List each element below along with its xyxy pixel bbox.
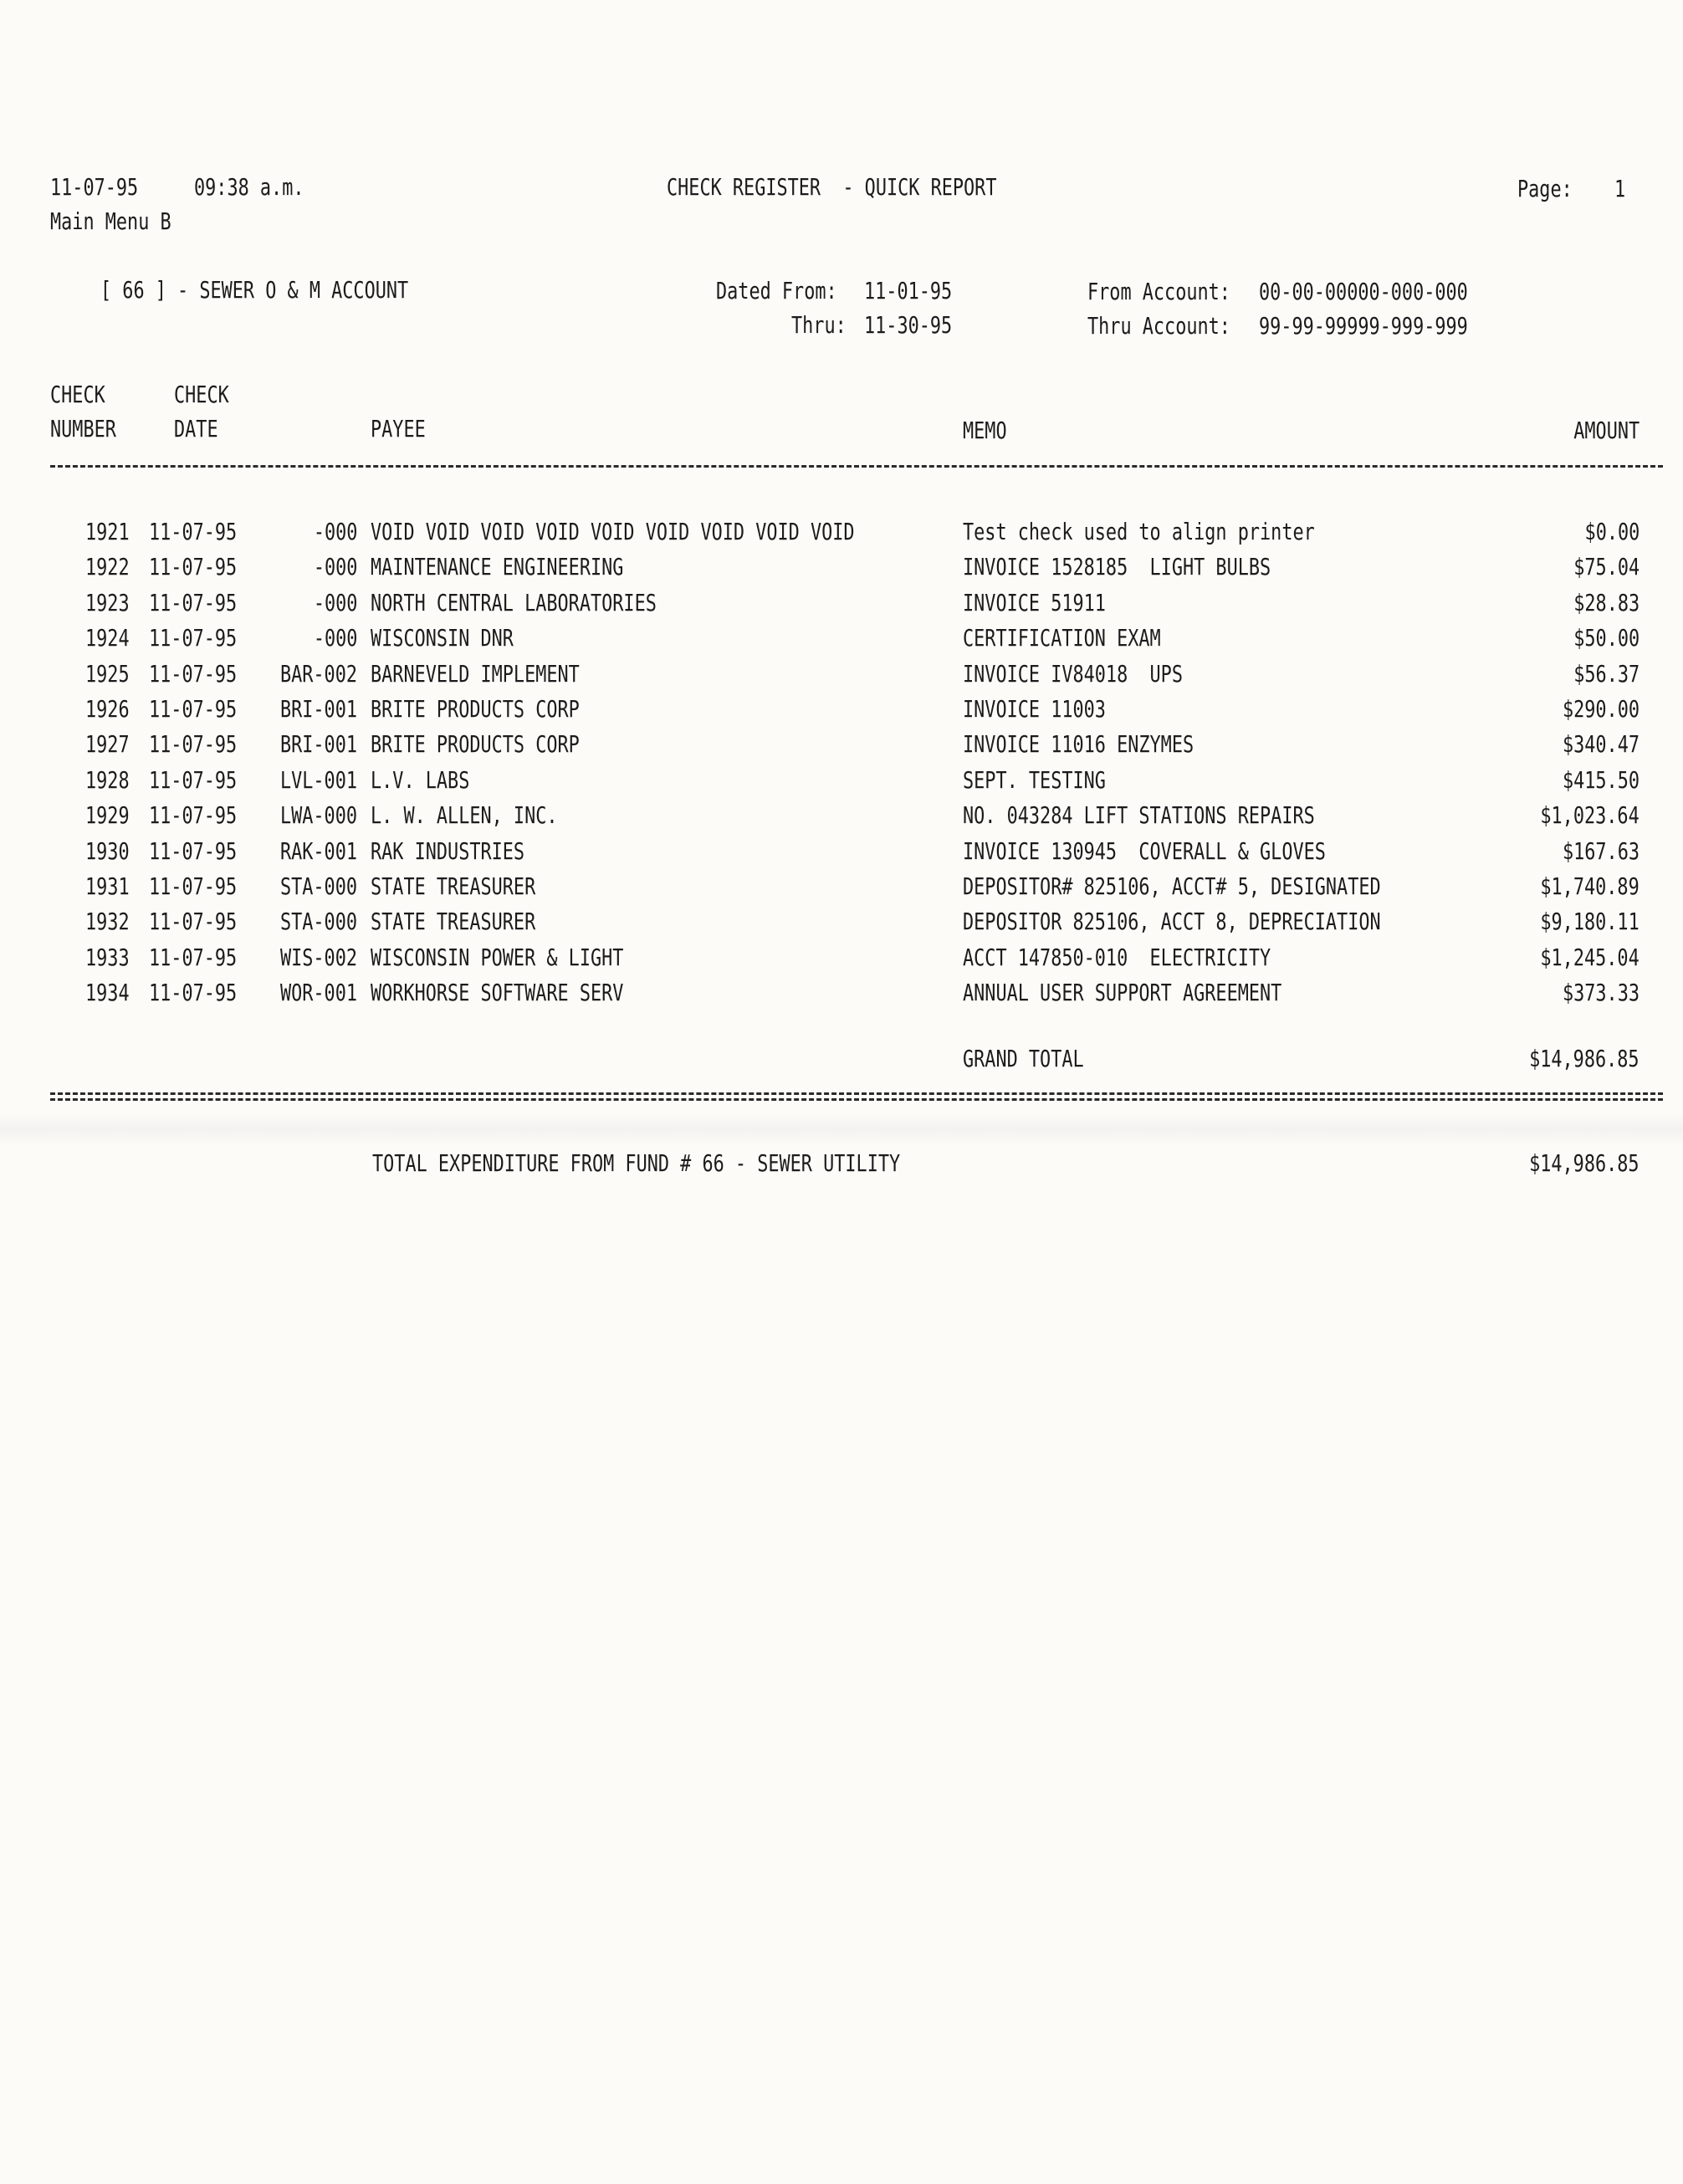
memo-text: INVOICE IV84018 UPS	[963, 659, 1183, 688]
table-row	[0, 908, 1683, 936]
memo-text: SEPT. TESTING	[963, 765, 1106, 794]
vendor-code: STA-000	[279, 872, 357, 900]
dated-from-value: 11-01-95	[864, 277, 953, 304]
payee-name: WISCONSIN DNR	[371, 624, 514, 652]
vendor-code: -000	[313, 624, 357, 652]
vendor-code: LVL-001	[279, 765, 357, 794]
col-memo: MEMO	[963, 417, 1007, 444]
table-row	[0, 979, 1683, 1007]
table-row	[0, 553, 1683, 581]
check-amount: $290.00	[1562, 695, 1640, 723]
table-row	[0, 730, 1683, 759]
payee-name: BRITE PRODUCTS CORP	[371, 695, 580, 723]
check-amount: $1,023.64	[1540, 801, 1640, 830]
check-number: 1932	[85, 908, 130, 936]
table-row	[0, 589, 1683, 617]
check-amount: $1,245.04	[1540, 943, 1640, 971]
check-amount: $28.83	[1573, 588, 1640, 616]
grand-total-amount: $14,986.85	[1529, 1045, 1640, 1072]
check-amount: $1,740.89	[1540, 872, 1640, 900]
col-amount: AMOUNT	[1573, 417, 1640, 444]
check-date: 11-07-95	[149, 836, 238, 865]
check-number: 1928	[85, 765, 130, 794]
table-row	[0, 695, 1683, 724]
page-number: 1	[1614, 175, 1626, 202]
check-amount: $167.63	[1562, 836, 1640, 865]
check-number: 1927	[85, 730, 130, 759]
table-row	[0, 766, 1683, 795]
check-date: 11-07-95	[149, 553, 238, 581]
thru-label: Thru:	[791, 311, 847, 339]
col-payee: PAYEE	[371, 415, 426, 442]
check-amount: $9,180.11	[1540, 908, 1640, 936]
payee-name: L.V. LABS	[371, 765, 470, 794]
table-row	[0, 518, 1683, 546]
fund-total-amount: $14,986.85	[1529, 1149, 1640, 1177]
col-check-top: CHECK	[50, 381, 105, 408]
table-row	[0, 944, 1683, 972]
table-row	[0, 837, 1683, 866]
memo-text: DEPOSITOR 825106, ACCT 8, DEPRECIATION	[963, 908, 1381, 936]
header-dashed-rule	[50, 465, 1663, 468]
fund-line: [ 66 ] - SEWER O & M ACCOUNT	[100, 276, 409, 304]
check-number: 1934	[85, 979, 130, 1007]
vendor-code: LWA-000	[279, 801, 357, 830]
table-row	[0, 801, 1683, 830]
check-date: 11-07-95	[149, 624, 238, 652]
payee-name: STATE TREASURER	[371, 908, 536, 936]
vendor-code: -000	[313, 518, 357, 545]
dated-from-label: Dated From:	[716, 277, 837, 304]
vendor-code: WOR-001	[279, 979, 357, 1007]
check-amount: $0.00	[1584, 518, 1640, 545]
check-number: 1929	[85, 801, 130, 830]
from-account-label: From Account:	[1087, 278, 1230, 305]
payee-name: NORTH CENTRAL LABORATORIES	[371, 588, 657, 616]
memo-text: INVOICE 11016 ENZYMES	[963, 730, 1194, 759]
check-date: 11-07-95	[149, 908, 238, 936]
vendor-code: BAR-002	[279, 659, 357, 688]
memo-text: DEPOSITOR# 825106, ACCT# 5, DESIGNATED	[963, 872, 1381, 900]
check-date: 11-07-95	[149, 765, 238, 794]
check-number: 1931	[85, 872, 130, 900]
col-date: DATE	[174, 415, 218, 442]
check-amount: $75.04	[1573, 553, 1640, 581]
table-row	[0, 660, 1683, 688]
thru-account-label: Thru Account:	[1087, 312, 1230, 340]
memo-text: ANNUAL USER SUPPORT AGREEMENT	[963, 979, 1282, 1007]
report-time: 09:38 a.m.	[194, 173, 304, 201]
check-number: 1921	[85, 518, 130, 545]
payee-name: BARNEVELD IMPLEMENT	[371, 659, 580, 688]
check-amount: $56.37	[1573, 659, 1640, 688]
check-amount: $373.33	[1562, 979, 1640, 1007]
memo-text: INVOICE 130945 COVERALL & GLOVES	[963, 836, 1326, 865]
check-date: 11-07-95	[149, 979, 238, 1007]
check-date: 11-07-95	[149, 872, 238, 900]
payee-name: BRITE PRODUCTS CORP	[371, 730, 580, 759]
col-check-top-2: CHECK	[174, 381, 229, 408]
vendor-code: BRI-001	[279, 695, 357, 723]
payee-name: L. W. ALLEN, INC.	[371, 801, 558, 830]
check-date: 11-07-95	[149, 659, 238, 688]
vendor-code: -000	[313, 588, 357, 616]
from-account-value: 00-00-00000-000-000	[1259, 278, 1468, 305]
vendor-code: -000	[313, 553, 357, 581]
memo-text: CERTIFICATION EXAM	[963, 624, 1161, 652]
check-number: 1924	[85, 624, 130, 652]
check-number: 1926	[85, 695, 130, 723]
report-date: 11-07-95	[50, 173, 139, 201]
check-date: 11-07-95	[149, 695, 238, 723]
payee-name: STATE TREASURER	[371, 872, 536, 900]
col-number: NUMBER	[50, 415, 116, 442]
payee-name: RAK INDUSTRIES	[371, 836, 525, 865]
check-number: 1922	[85, 553, 130, 581]
payee-name: WORKHORSE SOFTWARE SERV	[371, 979, 624, 1007]
check-number: 1923	[85, 588, 130, 616]
vendor-code: WIS-002	[279, 943, 357, 971]
thru-account-value: 99-99-99999-999-999	[1259, 312, 1468, 340]
fund-total-label: TOTAL EXPENDITURE FROM FUND # 66 - SEWER UTILITY	[372, 1149, 901, 1177]
vendor-code: STA-000	[279, 908, 357, 936]
check-amount: $415.50	[1562, 765, 1640, 794]
payee-name: MAINTENANCE ENGINEERING	[371, 553, 624, 581]
thru-value: 11-30-95	[864, 311, 953, 339]
page-label: Page:	[1517, 175, 1573, 202]
paper-fold	[0, 1112, 1683, 1146]
check-number: 1933	[85, 943, 130, 971]
memo-text: INVOICE 1528185 LIGHT BULBS	[963, 553, 1271, 581]
check-date: 11-07-95	[149, 801, 238, 830]
check-date: 11-07-95	[149, 588, 238, 616]
memo-text: INVOICE 51911	[963, 588, 1106, 616]
payee-name: WISCONSIN POWER & LIGHT	[371, 943, 624, 971]
table-row	[0, 872, 1683, 901]
double-rule-top	[50, 1092, 1663, 1095]
report-title: CHECK REGISTER - QUICK REPORT	[667, 173, 997, 201]
double-rule-bottom	[50, 1098, 1663, 1101]
check-amount: $340.47	[1562, 730, 1640, 759]
check-number: 1930	[85, 836, 130, 865]
check-date: 11-07-95	[149, 730, 238, 759]
grand-total-label: GRAND TOTAL	[963, 1045, 1084, 1072]
table-row	[0, 624, 1683, 652]
memo-text: ACCT 147850-010 ELECTRICITY	[963, 943, 1271, 971]
payee-name: VOID VOID VOID VOID VOID VOID VOID VOID VOID	[371, 518, 855, 545]
memo-text: Test check used to align printer	[963, 518, 1315, 545]
check-date: 11-07-95	[149, 518, 238, 545]
check-amount: $50.00	[1573, 624, 1640, 652]
memo-text: NO. 043284 LIFT STATIONS REPAIRS	[963, 801, 1315, 830]
menu-label: Main Menu B	[50, 207, 171, 235]
memo-text: INVOICE 11003	[963, 695, 1106, 723]
check-number: 1925	[85, 659, 130, 688]
check-date: 11-07-95	[149, 943, 238, 971]
vendor-code: BRI-001	[279, 730, 357, 759]
vendor-code: RAK-001	[279, 836, 357, 865]
